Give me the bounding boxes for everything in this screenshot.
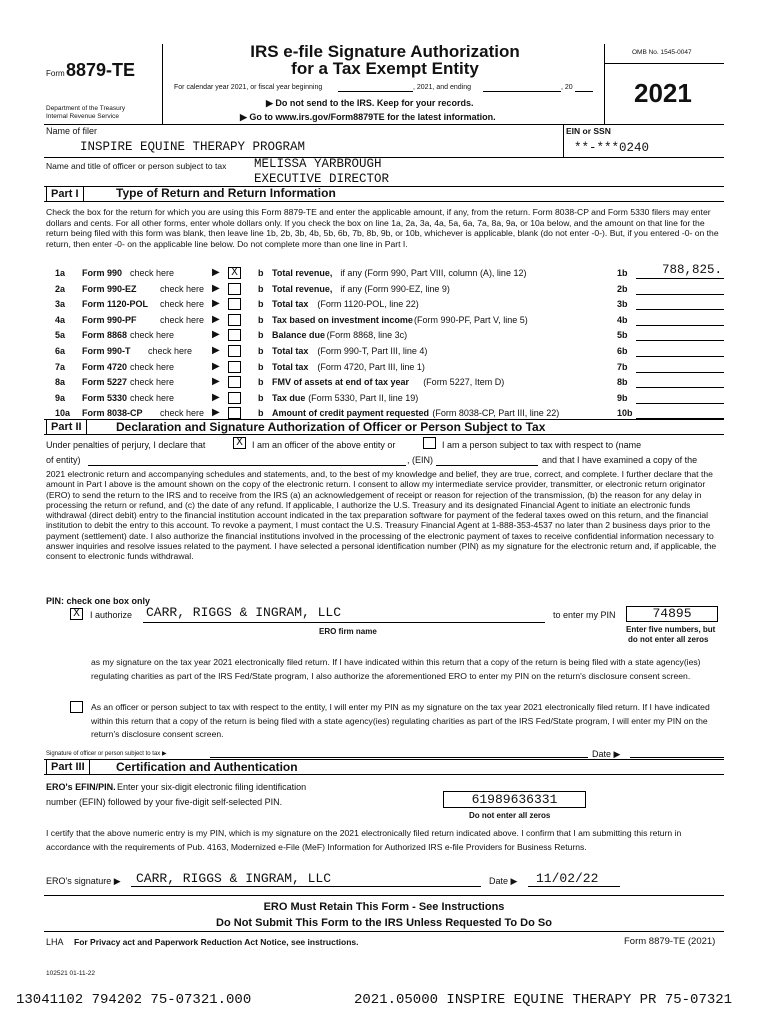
- form-name: Form 5330: [82, 393, 128, 403]
- return-type-checkbox[interactable]: [228, 361, 241, 373]
- line-ref: 8b: [617, 377, 628, 387]
- part-1-instructions: Check the box for the return for which you are using this Form 8879-TE and enter the applicable amount, if any, from the return. Form 8038-CP and Form 5330 filers may enter dollars and cents. For all other forms, enter whole dollars only. If you check the box on line 1a, 2a, 3a, 4a, 5a, 6a, 7a, 8a, 9a, or 10a below, and the amount on that line for the return being filed with this form was blank, then leave line 1b, 2b, 3b, 4b, 5b, 6b, 7b, 8b, 9b, or 10b, whichever is applicable, blank (do not enter -0-). But, if you entered -0- on the return, then enter -0- on the applicable line below. Do not complete more than one line in Part I.: [46, 207, 719, 249]
- ero-firm-name-label: ERO firm name: [319, 627, 377, 636]
- person-checkbox-label: I am a person subject to tax with respect to (name: [442, 440, 642, 450]
- ero-date-label: Date ▶: [489, 876, 518, 886]
- arrow-icon: ▶: [212, 329, 220, 340]
- irs-url-instruction: ▶ Go to www.irs.gov/Form8879TE for the latest information.: [240, 112, 496, 122]
- line-ref: 2b: [617, 284, 628, 294]
- amount-description-bold: Total revenue,: [272, 284, 333, 294]
- line-number: 2a: [55, 284, 66, 294]
- part-1-label: Part I: [46, 186, 84, 202]
- option1-text: as my signature on the tax year 2021 electronically filed return. If I have indicated within this return that a copy of the return is being filed with a state agency(ies) regulating charities as part of the IRS Fed/State program, I also authorize the aforementioned ERO to enter my PIN on the return's disclosure consent screen.: [91, 657, 701, 681]
- line-b-letter: b: [258, 377, 264, 387]
- line-b-letter: b: [258, 299, 264, 309]
- calendar-mid-text: , 2021, and ending: [413, 84, 471, 91]
- efin-label-bold: ERO's EFIN/PIN.: [46, 782, 116, 792]
- arrow-icon: ▶: [212, 314, 220, 325]
- ein-paren-label: , (EIN): [407, 455, 433, 465]
- part-3-label: Part III: [46, 759, 90, 775]
- amount-description: (Form 1120-POL, line 22): [317, 299, 419, 309]
- line-b-letter: b: [258, 330, 264, 340]
- pin-note-line2: do not enter all zeros: [628, 635, 709, 644]
- line-b-letter: b: [258, 284, 264, 294]
- form-name: Form 990-PF: [82, 315, 137, 325]
- form-name: Form 5227: [82, 377, 128, 387]
- filer-name-label: Name of filer: [46, 126, 98, 136]
- arrow-icon: ▶: [212, 298, 220, 309]
- check-here-label: check here: [130, 393, 175, 403]
- ero-date[interactable]: 11/02/22: [536, 871, 599, 886]
- person-checkbox[interactable]: [423, 437, 436, 449]
- line-b-letter: b: [258, 346, 264, 356]
- bottom-left-code: 13041102 794202 75-07321.000: [16, 992, 252, 1008]
- amount-description-bold: Total tax: [272, 346, 309, 356]
- line-number: 10a: [55, 408, 71, 418]
- form-word: Form: [46, 69, 65, 78]
- amount-description: (Form 990-T, Part III, line 4): [317, 346, 428, 356]
- amount-description-bold: Total revenue,: [272, 268, 333, 278]
- ero-firm-name[interactable]: CARR, RIGGS & INGRAM, LLC: [146, 605, 342, 620]
- line-number: 5a: [55, 330, 66, 340]
- to-enter-pin-label: to enter my PIN: [553, 610, 616, 620]
- ero-signature[interactable]: CARR, RIGGS & INGRAM, LLC: [136, 871, 332, 886]
- form-name: Form 1120-POL: [82, 299, 149, 309]
- form-name: Form 990: [82, 268, 123, 278]
- officer-checkbox-label: I am an officer of the above entity or: [252, 440, 396, 450]
- officer-label: Name and title of officer or person subject to tax: [46, 161, 227, 171]
- amount-description-bold: FMV of assets at end of tax year: [272, 377, 410, 387]
- line-ref: 3b: [617, 299, 628, 309]
- amount-description-bold: Tax due: [272, 393, 306, 403]
- filer-name[interactable]: INSPIRE EQUINE THERAPY PROGRAM: [80, 140, 306, 154]
- pin-note-line1: Enter five numbers, but: [626, 625, 716, 634]
- amount-description: if any (Form 990-EZ, line 9): [340, 284, 450, 294]
- line-number: 1a: [55, 268, 66, 278]
- lha-label: LHA: [46, 937, 64, 947]
- amount-description-bold: Total tax: [272, 299, 309, 309]
- form-name: Form 8868: [82, 330, 128, 340]
- form-name: Form 4720: [82, 362, 128, 372]
- line-b-letter: b: [258, 408, 264, 418]
- authorize-ero-checkbox[interactable]: X: [70, 608, 83, 620]
- line-ref: 9b: [617, 393, 628, 403]
- declaration-start: Under penalties of perjury, I declare that: [46, 440, 206, 450]
- tax-year: 2021: [634, 78, 692, 108]
- amount-description-bold: Tax based on investment income: [272, 315, 413, 325]
- amount-description: (Form 4720, Part III, line 1): [317, 362, 425, 372]
- certification-text: I certify that the above numeric entry is my PIN, which is my signature on the 2021 electronically filed return indicated above. I confirm that I am submitting this return in accordance with the requirements of Pub. 4163, Modernized e-File (MeF) Information for Authorized IRS e-file Providers for Business Returns.: [46, 828, 682, 853]
- amount-description: if any (Form 990, Part VIII, column (A), line 12): [340, 268, 527, 278]
- line-number: 7a: [55, 362, 66, 372]
- part-1-title: Type of Return and Return Information: [116, 186, 336, 200]
- efin-label-line2: number (EFIN) followed by your five-digit self-selected PIN.: [46, 797, 283, 807]
- line-ref: 1b: [617, 268, 628, 278]
- return-type-checkbox[interactable]: [228, 329, 241, 341]
- officer-signature-field[interactable]: [210, 749, 588, 758]
- fiscal-end-field[interactable]: [483, 82, 561, 92]
- return-type-checkbox[interactable]: [228, 298, 241, 310]
- check-here-label: check here: [130, 377, 175, 387]
- form-title-line1: IRS e-file Signature Authorization: [250, 42, 520, 61]
- check-here-label: check here: [160, 315, 205, 325]
- form-name: Form 8038-CP: [82, 408, 143, 418]
- arrow-icon: ▶: [212, 283, 220, 294]
- officer-signature-label: Signature of officer or person subject to tax ▶: [46, 751, 167, 757]
- amount-description: (Form 8868, line 3c): [326, 330, 408, 340]
- return-type-checkbox[interactable]: [228, 345, 241, 357]
- line-b-letter: b: [258, 268, 264, 278]
- form-title-line2: for a Tax Exempt Entity: [291, 59, 479, 78]
- line-ref: 6b: [617, 346, 628, 356]
- officer-checkbox[interactable]: X: [233, 437, 246, 449]
- entity-ein-field[interactable]: [436, 456, 538, 466]
- ero-efin-pin-field[interactable]: 61989636331: [443, 791, 586, 808]
- form-number: 8879-TE: [66, 60, 136, 80]
- arrow-icon: ▶: [212, 407, 220, 418]
- amount-description: (Form 5330, Part II, line 19): [308, 393, 419, 403]
- ero-signature-label: ERO's signature ▶: [46, 876, 121, 886]
- declaration-paragraph: 2021 electronic return and accompanying schedules and statements, and, to the best of my knowledge and belief, they are true, correct, and complete. I further declare that the amount in Part I above is the amount shown on the copy of the electronic return. I consent to allow my intermediate service provider, transmitter, or electronic return originator (ERO) to send the return to the IRS and to receive from the IRS (a) an acknowledgement of receipt or reason for rejection of the transmission, (b) the reason for any delay in processing the return or refund, and (c) the date of any refund. If applicable, I authorize the U.S. Treasury and its designated Financial Agent to initiate an electronic funds withdrawal (direct debit) entry to the financial institution account indicated in the tax preparation software for payment of the federal taxes owed on this return, and the financial institution to debit the entry to this account. To revoke a payment, I must contact the U.S. Treasury Financial Agent at 1-888-353-4537 no later than 2 business days prior to the payment (settlement) date. I also authorize the financial institutions involved in the processing of the electronic payment of taxes to receive confidential information necessary to answer inquiries and resolve issues related to the payment. I have selected a personal identification number (PIN) as my signature for the electronic return and, if applicable, the consent to electronic funds withdrawal.: [46, 469, 717, 562]
- fiscal-year-field[interactable]: [575, 82, 593, 92]
- check-here-label: check here: [160, 299, 205, 309]
- check-here-label: check here: [130, 330, 175, 340]
- department-text: Department of the Treasury: [46, 105, 126, 112]
- authorize-label: I authorize: [90, 610, 133, 620]
- amount-description-bold: Balance due: [272, 330, 326, 340]
- officer-enter-pin-checkbox[interactable]: [70, 701, 83, 713]
- part-3-title: Certification and Authentication: [116, 760, 298, 774]
- form-code: 102521 01-11-22: [46, 970, 96, 977]
- line-number: 3a: [55, 299, 66, 309]
- ein-value[interactable]: **-***0240: [574, 141, 650, 155]
- form-name: Form 990-EZ: [82, 284, 137, 294]
- of-entity-label: of entity): [46, 455, 81, 465]
- return-type-checkbox[interactable]: X: [228, 267, 241, 279]
- amount-description: (Form 990-PF, Part V, line 5): [414, 315, 528, 325]
- return-type-checkbox[interactable]: [228, 314, 241, 326]
- line-number: 9a: [55, 393, 66, 403]
- officer-name[interactable]: MELISSA YARBROUGH: [254, 157, 382, 171]
- check-here-label: check here: [130, 268, 175, 278]
- line-amount[interactable]: 788,825.: [661, 263, 722, 277]
- bottom-right-code: 2021.05000 INSPIRE EQUINE THERAPY PR 75-07321: [354, 992, 733, 1008]
- check-here-label: check here: [148, 346, 193, 356]
- line-b-letter: b: [258, 393, 264, 403]
- entity-name-field[interactable]: [88, 456, 406, 466]
- check-here-label: check here: [160, 284, 205, 294]
- line-ref: 7b: [617, 362, 628, 372]
- calendar-year-text: For calendar year 2021, or fiscal year beginning: [174, 84, 323, 91]
- examined-text: and that I have examined a copy of the: [542, 455, 698, 465]
- check-here-label: check here: [130, 362, 175, 372]
- amount-description: (Form 5227, Item D): [423, 377, 505, 387]
- officer-pin-field[interactable]: 74895: [626, 606, 718, 622]
- fiscal-begin-field[interactable]: [338, 82, 413, 92]
- line-ref: 5b: [617, 330, 628, 340]
- calendar-end-text: , 20: [561, 84, 573, 91]
- do-not-send-instruction: ▶ Do not send to the IRS. Keep for your records.: [266, 98, 474, 108]
- amount-description-bold: Amount of credit payment requested: [272, 408, 430, 418]
- officer-date-label: Date ▶: [592, 749, 621, 759]
- irs-text: Internal Revenue Service: [46, 113, 119, 120]
- line-ref: 10b: [617, 408, 633, 418]
- privacy-notice: For Privacy act and Paperwork Reduction Act Notice, see instructions.: [74, 937, 359, 947]
- line-number: 8a: [55, 377, 66, 387]
- arrow-icon: ▶: [212, 376, 220, 387]
- officer-title[interactable]: EXECUTIVE DIRECTOR: [254, 172, 390, 186]
- officer-date-field[interactable]: [630, 749, 724, 758]
- return-type-checkbox[interactable]: [228, 376, 241, 388]
- option2-text: As an officer or person subject to tax with respect to the entity, I will enter my PIN as my signature on the tax year 2021 electronically filed return. If I have indicated within this return that a copy of the return is being filed with a state agency(ies) regulating charities as part of the IRS Fed/State program, I will enter my PIN on the return's disclosure consent screen.: [91, 702, 710, 740]
- arrow-icon: ▶: [212, 361, 220, 372]
- arrow-icon: ▶: [212, 392, 220, 403]
- do-not-submit-notice: Do Not Submit This Form to the IRS Unless Requested To Do So: [216, 917, 552, 929]
- amount-description-bold: Total tax: [272, 362, 309, 372]
- return-type-checkbox[interactable]: [228, 407, 241, 419]
- arrow-icon: ▶: [212, 345, 220, 356]
- retain-notice: ERO Must Retain This Form - See Instructions: [263, 901, 505, 913]
- ein-label: EIN or SSN: [566, 126, 611, 136]
- form-reference: Form 8879-TE (2021): [624, 936, 716, 947]
- amount-description: (Form 8038-CP, Part III, line 22): [432, 408, 560, 418]
- efin-note: Do not enter all zeros: [469, 811, 551, 820]
- line-b-letter: b: [258, 362, 264, 372]
- line-b-letter: b: [258, 315, 264, 325]
- arrow-icon: ▶: [212, 267, 220, 278]
- check-here-label: check here: [160, 408, 205, 418]
- line-number: 6a: [55, 346, 66, 356]
- efin-label-rest: Enter your six-digit electronic filing identification: [117, 782, 307, 792]
- line-ref: 4b: [617, 315, 628, 325]
- return-type-checkbox[interactable]: [228, 392, 241, 404]
- form-name: Form 990-T: [82, 346, 131, 356]
- line-number: 4a: [55, 315, 66, 325]
- pin-heading: PIN: check one box only: [46, 596, 151, 606]
- return-type-checkbox[interactable]: [228, 283, 241, 295]
- part-2-title: Declaration and Signature Authorization of Officer or Person Subject to Tax: [116, 420, 546, 434]
- part-2-label: Part II: [46, 419, 87, 435]
- omb-number: OMB No. 1545-0047: [632, 49, 692, 56]
